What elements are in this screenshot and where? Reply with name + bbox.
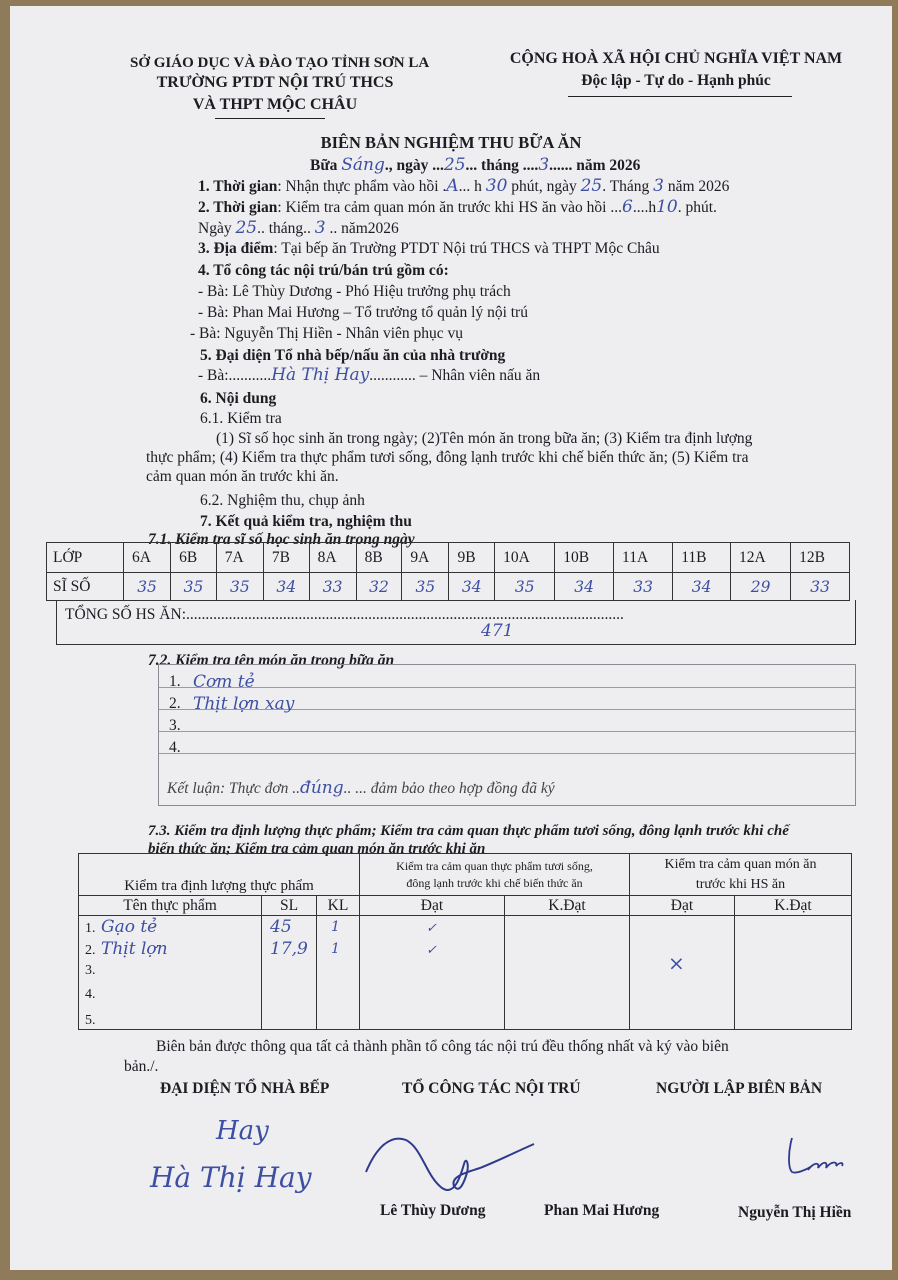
dish-fail-cell: [735, 916, 852, 1030]
page-title: BIÊN BẢN NGHIỆM THU BỮA ĂN: [320, 133, 582, 152]
count-cell: 35: [216, 573, 263, 601]
count-cell: 35: [495, 573, 555, 601]
class-cell: 7B: [263, 543, 309, 573]
head-fresh: Kiểm tra cảm quan thực phẩm tươi sống, đông lạnh trước khi chế biến thức ăn: [360, 854, 630, 896]
item-time-check-date: Ngày 25.. tháng.. 3 .. năm2026: [198, 218, 399, 238]
class-cell: 8B: [356, 543, 402, 573]
kitchen-name: Hà Thị Hay: [271, 365, 370, 385]
count-cell: 33: [791, 573, 850, 601]
content-text-2: thực phẩm; (4) Kiểm tra thực phẩm tươi sống, đông lạnh trước khi chế biến thức ăn; (5) Kiểm tra: [146, 449, 749, 466]
food-name: Thịt lợn: [101, 939, 168, 959]
cross-mark: ×: [668, 951, 685, 975]
class-cell: 6B: [171, 543, 217, 573]
quality-table: [78, 853, 852, 1030]
country-name: CỘNG HOÀ XÃ HỘI CHỦ NGHĨA VIỆT NAM: [509, 50, 843, 67]
sig-title-team: TỔ CÔNG TÁC NỘI TRÚ: [402, 1080, 581, 1097]
total-value: 471: [481, 621, 514, 641]
dish-number: 3.: [169, 717, 181, 734]
kitchen-fullname: Hà Thị Hay: [150, 1161, 312, 1194]
section-71-title: 7.1. Kiểm tra sĩ số học sinh ăn trong ngày: [148, 531, 415, 548]
school-name: TRƯỜNG PTDT NỘI TRÚ THCS: [156, 74, 394, 91]
section-73-title: 7.3. Kiểm tra định lượng thực phẩm; Kiểm tra cảm quan thực phẩm tươi sống, đông lạnh trước khi chế: [148, 823, 789, 839]
dish-number: 2.: [169, 695, 181, 712]
class-cell: 12A: [730, 543, 790, 573]
table-row: [79, 916, 852, 1030]
col-sl: SL: [262, 896, 317, 916]
count-cell: 35: [402, 573, 449, 601]
dish-box: [158, 664, 856, 806]
signer-name-3: Nguyễn Thị Hiền: [738, 1204, 852, 1221]
count-cell: 34: [449, 573, 495, 601]
dish-number: 4.: [169, 739, 181, 756]
count-cell: 34: [673, 573, 731, 601]
count-row: [47, 573, 850, 601]
header-underline-left: [215, 118, 325, 119]
meal-line: [310, 156, 640, 175]
class-row-label: LỚP: [47, 543, 124, 573]
content-accept: 6.2. Nghiệm thu, chụp ảnh: [200, 492, 365, 509]
team-member-3: - Bà: Nguyễn Thị Hiền - Nhân viên phục vụ: [190, 325, 464, 342]
headcount-table: [46, 542, 850, 601]
check-mark: ✓: [426, 921, 437, 936]
head-quantity: Kiểm tra định lượng thực phẩm: [79, 854, 360, 896]
closing-text-2: bản./.: [124, 1058, 159, 1075]
fresh-pass-cell: [360, 916, 505, 1030]
count-cell: 33: [614, 573, 673, 601]
sl-cell: 45 17,9: [262, 916, 317, 1030]
food-name: Gạo tẻ: [101, 917, 158, 937]
item-label: 1. Thời gian: [198, 178, 278, 195]
class-cell: 10A: [495, 543, 555, 573]
class-cell: 9B: [449, 543, 495, 573]
count-cell: 34: [263, 573, 309, 601]
item-time-check: 2. Thời gian: Kiểm tra cảm quan món ăn trước khi HS ăn vào hồi ...6....h10. phút.: [198, 197, 717, 217]
content-text-3: cảm quan món ăn trước khi ăn.: [146, 468, 339, 485]
dish-name: Cơm tẻ: [193, 672, 255, 692]
col-fresh-fail: K.Đạt: [505, 896, 630, 916]
count-cell: 29: [730, 573, 790, 601]
sig-title-writer: NGƯỜI LẬP BIÊN BẢN: [656, 1080, 823, 1097]
count-cell: 33: [309, 573, 356, 601]
signer-name-2: Phan Mai Hương: [544, 1202, 660, 1219]
meal-prefix: Bữa: [310, 157, 338, 174]
meal-value: Sáng: [341, 155, 385, 175]
total-label: TỔNG SỐ HS ĂN:.................................................................................................................: [65, 606, 624, 623]
count-cell: 35: [171, 573, 217, 601]
day-value: 25: [443, 155, 466, 175]
class-cell: 12B: [791, 543, 850, 573]
dish-name: Thịt lợn xay: [193, 694, 295, 714]
team-member-1: - Bà: Lê Thùy Dương - Phó Hiệu trưởng phụ trách: [198, 283, 511, 300]
dish-number: 1.: [169, 673, 181, 690]
kl-cell: 1 1: [317, 916, 360, 1030]
content-title: 6. Nội dung: [200, 390, 277, 407]
school-name-line2: VÀ THPT MỘC CHÂU: [192, 96, 358, 113]
month-value: 3: [538, 155, 550, 175]
kitchen-line: - Bà:...........Hà Thị Hay............ – Nhân viên nấu ăn: [198, 365, 541, 385]
month-prefix: ... tháng ....: [465, 157, 539, 174]
food-name-cell: 1. 2. 3. 4. 5. Gạo tẻ Thịt lợn: [79, 916, 262, 1030]
class-cell: 8A: [309, 543, 356, 573]
class-cell: 6A: [124, 543, 171, 573]
team-title: 4. Tổ công tác nội trú/bán trú gồm có:: [198, 262, 449, 279]
result-title: 7. Kết quả kiểm tra, nghiệm thu: [200, 513, 412, 530]
section-73-title-2: biến thức ăn; Kiểm tra cảm quan món ăn trước khi ăn: [148, 841, 486, 857]
dish-pass-cell: [630, 916, 735, 1030]
col-dish-pass: Đạt: [630, 896, 735, 916]
menu-conclusion: Kết luận: Thực đơn ..đúng.. ... đảm bảo theo hợp đồng đã ký: [167, 778, 555, 798]
count-cell: 32: [356, 573, 402, 601]
total-box: [56, 600, 856, 645]
head-dish: Kiểm tra cảm quan món ăn trước khi HS ăn: [630, 854, 852, 896]
class-cell: 11A: [614, 543, 673, 573]
class-cell: 10B: [555, 543, 614, 573]
col-kl: KL: [317, 896, 360, 916]
item-time-receive: 1. Thời gian: Nhận thực phẩm vào hồi .A... h 30 phút, ngày 25. Tháng 3 năm 2026: [198, 176, 730, 196]
sig-title-kitchen: ĐẠI DIỆN TỔ NHÀ BẾP: [160, 1080, 330, 1097]
item-place: 3. Địa điểm: Tại bếp ăn Trường PTDT Nội trú THCS và THPT Mộc Châu: [198, 240, 660, 257]
signature-team: [350, 1128, 540, 1204]
signature-writer: [778, 1132, 854, 1178]
day-prefix: ., ngày ...: [384, 157, 444, 174]
class-cell: 9A: [402, 543, 449, 573]
department-name: SỞ GIÁO DỤC VÀ ĐÀO TẠO TỈNH SƠN LA: [130, 55, 430, 71]
class-cell: 7A: [216, 543, 263, 573]
header-underline-right: [568, 96, 792, 97]
col-name: Tên thực phẩm: [79, 896, 262, 916]
check-mark: ✓: [426, 943, 437, 958]
year-text: ...... năm 2026: [549, 157, 641, 174]
content-text-1: (1) Sĩ số học sinh ăn trong ngày; (2)Tên món ăn trong bữa ăn; (3) Kiểm tra định lượng: [216, 430, 753, 447]
content-check: 6.1. Kiểm tra: [200, 410, 282, 427]
section-72-title: 7.2. Kiểm tra tên món ăn trong bữa ăn: [148, 652, 395, 669]
count-cell: 34: [555, 573, 614, 601]
motto: Độc lập - Tự do - Hạnh phúc: [581, 72, 771, 89]
fresh-fail-cell: [505, 916, 630, 1030]
conclusion-value: đúng: [299, 778, 344, 798]
count-row-label: SĨ SỐ: [47, 573, 124, 601]
closing-text-1: Biên bản được thông qua tất cả thành phần tổ công tác nội trú đều thống nhất và ký vào biên: [156, 1038, 729, 1055]
kitchen-title: 5. Đại diện Tổ nhà bếp/nấu ăn của nhà trường: [200, 347, 506, 364]
class-row: [47, 543, 850, 573]
signer-name-1: Lê Thùy Dương: [380, 1202, 486, 1219]
col-dish-fail: K.Đạt: [735, 896, 852, 916]
team-member-2: - Bà: Phan Mai Hương – Tổ trưởng tổ quản lý nội trú: [198, 304, 528, 321]
class-cell: 11B: [673, 543, 731, 573]
col-fresh-pass: Đạt: [360, 896, 505, 916]
document-page: [10, 6, 892, 1270]
count-cell: 35: [124, 573, 171, 601]
kitchen-signature: Hay: [216, 1116, 269, 1146]
